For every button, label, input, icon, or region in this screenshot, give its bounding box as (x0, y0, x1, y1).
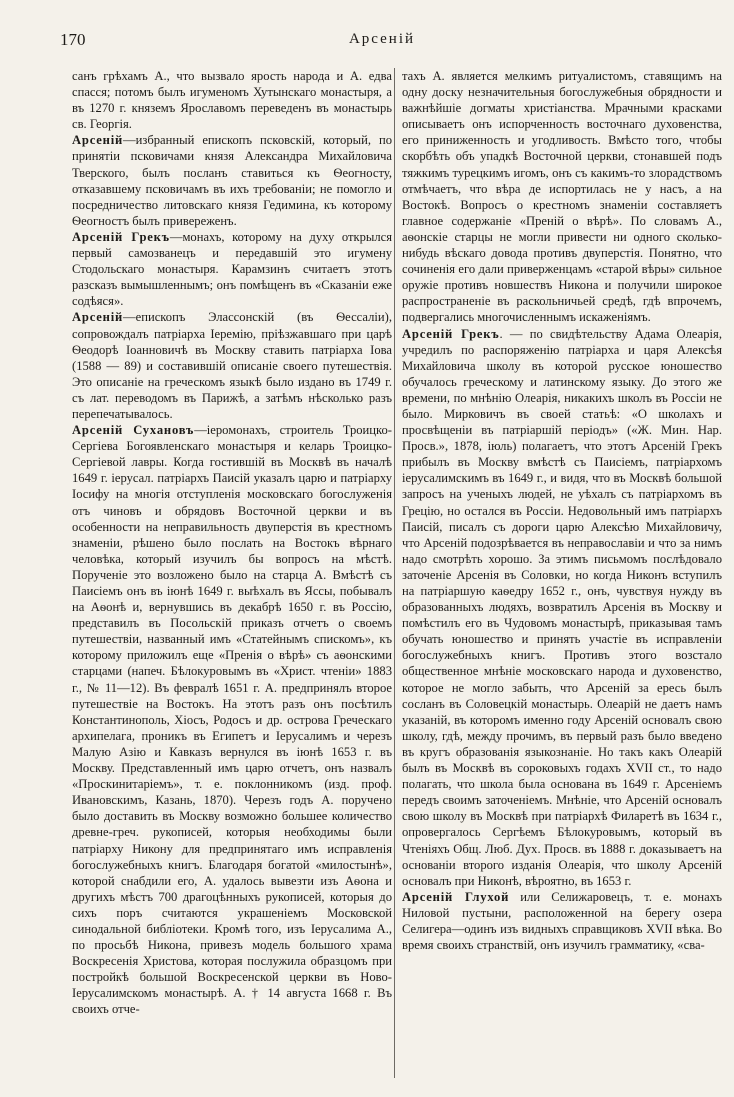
running-head: Арсеній (348, 31, 416, 47)
left-column (72, 68, 392, 1078)
entry-text: . — по свидѣтельству Адама Олеарія, учредилъ по распоряженію патріарха и царя Алексѣя Михайловича школу въ которой русское юношество обучалось греческому и латинскому языку. До этого же времени, по мнѣнію Олеарія, никакихъ школъ въ Россіи не было. Мирковичъ въ своей статьѣ: «О школахъ и просвѣщеніи въ патріаршій періодъ» («Ж. Мин. Нар. Просв.», 1878, іюль) полагаетъ, что этотъ Арсеній Грекъ прибылъ въ Москву вмѣстѣ съ Паисіемъ, патріархомъ іерусалимскимъ въ 1649 г., и видя, что въ Москвѣ большой запросъ на ученыхъ людей, не уѣхалъ съ патріархомъ въ Грецію, но остался въ Россіи. Недовольный имъ патріархъ Паисій, писалъ съ дороги царю Алексѣю Михайловичу, что Арсеній подозрѣвается въ неправославіи и что за нимъ надо смотрѣть хорошо. За этимъ письмомъ послѣдовало заточеніе Арсенія въ Соловки, но когда Никонъ вступилъ на патріаршую каѳедру 1652 г., онъ, чувствуя нужду въ образованныхъ людяхъ, возвратилъ Арсенія въ Москву и помѣстилъ его въ Чудовомъ монастырѣ, приказывая тамъ обучать юношество и принять участіе въ исправленіи богослужебныхъ книгъ. Противъ этого возстало общественное мнѣніе московскаго народа и духовенство, которое не могло забыть, что Арсеній за ересь былъ сосланъ въ Соловецкій монастырь. Олеарій не даетъ намъ указаній, въ которомъ именно году Арсеній основалъ свою школу, гдѣ, между прочимъ, въ первый разъ было введено въ кругъ образованія языкознаніе. Но такъ какъ Олеарій былъ въ Москвѣ въ сороковыхъ годахъ XVII ст., то надо полагать, что школа была основана въ 1649 г. Арсеніемъ передъ своимъ заточеніемъ. Мнѣніе, что Арсеній основалъ свою школу въ Москвѣ при патріархѣ Филаретѣ въ 1634 г., опровергалось Сергѣемъ Бѣлокуровымъ, который въ Чтеніяхъ Общ. Люб. Дух. Просв. въ 1888 г. доказываетъ на основаніи второго изданія Олеарія, что школу Арсеній основалъ при Никонѣ, вѣроятно, въ 1653 г. (402, 326, 722, 888)
entry-text: тахъ А. является мелкимъ ритуалистомъ, ставящимъ на одну доску незначительныя богослужебныя обрядности и важнѣйшіе догматы христіанства. Мрачными красками описываетъ онъ испорченность восточнаго духовенства, его приниженность и угодливость. Вмѣсто того, чтобы скорбѣть объ упадкѣ Восточной церкви, стонавшей подъ тяжкимъ турецкимъ игомъ, онъ съ какимъ-то злорадствомъ отмѣчаетъ, что вѣра де испортилась не у насъ, а на Востокѣ. Вопросъ о крестномъ знаменіи составляетъ главное содержаніе «Преній о вѣрѣ». По словамъ А., аѳонскіе старцы не могли привести ни одного сколько-нибудь вѣскаго довода противъ двуперстія. Понятно, что сочиненія его дали приверженцамъ «старой вѣры» сильное оружіе противъ новшествъ Никона и получили широкое распространеніе въ раскольничьей средѣ, гдѣ впрочемъ, подвергались многочисленнымъ искаженіямъ. (402, 69, 722, 325)
entry-paragraph (72, 422, 392, 1017)
entry-paragraph (72, 132, 392, 229)
entry-paragraph (72, 68, 392, 132)
entry-headword: Арсеній (72, 133, 124, 148)
entry-headword: Арсеній Грекъ (402, 326, 500, 341)
entry-headword: Арсеній Грекъ (72, 229, 170, 244)
entry-text: —епископъ Элассонскій (въ Ѳессаліи), сопровождалъ патріарха Іеремію, пріѣзжавшаго при царѣ Ѳеодорѣ Іоанновичѣ въ Москву ставить патріарха Іова (1588 — 89) и составившій описаніе своего путешествія. Это описаніе на греческомъ языкѣ было издано въ 1749 г. съ лат. переводомъ въ Парижѣ, а затѣмъ нѣсколько разъ перепечатывалось. (72, 310, 392, 421)
entry-text: или Селижаровецъ, т. е. монахъ Ниловой пустыни, расположенной на берегу озера Селигера—одинъ изъ видныхъ справщиковъ XVII вѣка. Во время своихъ странствій, онъ изучилъ грамматику, «сва- (402, 889, 722, 953)
entry-paragraph (402, 889, 722, 953)
page-header (60, 30, 704, 54)
column-divider (394, 68, 395, 1078)
entry-text: —избранный епископъ псковскій, который, по принятіи псковичами князя Александра Михайловича Тверского, былъ посланъ ставиться къ Ѳеогносту, отказавшему псковичамъ въ ихъ требованіи; не помогло и посредничество литовскаго князя Гедимина, къ которому Ѳеогностъ былъ привереженъ. (72, 133, 392, 228)
right-column (402, 68, 722, 1078)
entry-paragraph (72, 309, 392, 422)
entry-headword: Арсеній (72, 310, 124, 325)
entry-text: —монахъ, которому на духу открылся первый самозванецъ и передавшій это игумену Стодольскаго монастыря. Карамзинъ считаетъ этотъ разсказъ вымышленнымъ; онъ помѣщенъ въ «Сказаніи еже содѣяся». (72, 229, 392, 309)
page-number: 170 (60, 30, 86, 49)
entry-paragraph (72, 229, 392, 309)
entry-text: —іеромонахъ, строитель Троицко-Сергіева Богоявленскаго монастыря и келарь Троицко-Сергіевой лавры. Когда гостившій въ Москвѣ въ началѣ 1649 г. іерусал. патріархъ Паисій указалъ царю и патріарху Іосифу на многія отступленія московскаго богослуженія отъ чиновъ и обрядовъ Восточной церкви и въ особенности на неправильность двуперстія въ крестномъ знаменіи, рѣшено было послать на Востокъ вѣрнаго человѣка, который изучилъ бы вопросъ на мѣстѣ. Порученіе это возложено было на старца А. Вмѣстѣ съ Паисіемъ онъ въ іюнѣ 1649 г. выѣхалъ въ Яссы, побывалъ на Аѳонѣ и, вернувшись въ декабрѣ 1650 г. въ Россію, представилъ въ Посольскій приказъ отчетъ о своемъ путешествіи, названный имъ «Статейнымъ спискомъ», къ которому приложилъ еще «Пренія о вѣрѣ» съ аѳонскими старцами (напеч. Бѣлокуровымъ въ «Христ. чтеніи» 1883 г., № 11—12). Въ февралѣ 1651 г. А. предпринялъ второе путешествіе на Востокъ. На этотъ разъ онъ посѣтилъ Константинополь, Хіосъ, Родосъ и др. острова Греческаго архипелага, проникъ въ Египетъ и Іерусалимъ и черезъ Малую Азію и Кавказъ вернулся въ іюнѣ 1653 г. въ Москву. Представленный имъ царю отчетъ, онъ назвалъ «Проскинитаріемъ», т. е. поклонникомъ (изд. проф. Ивановскимъ, Казань, 1870). Черезъ годъ А. поручено было доставить въ Москву возможно большее количество древне-греч. рукописей, которыя необходимы были патріарху Никону для предпринятаго имъ исправленія богослужебныхъ книгъ. Благодаря богатой «милостынѣ», которой снабдили его, А. удалось вывезти изъ Аѳона и другихъ мѣстъ 700 драгоцѣнныхъ рукописей, которыя до сихъ поръ считаются украшеніемъ Московской синодальной библіотеки. Кромѣ того, изъ Іерусалима А., по просьбѣ Никона, привезъ модель большого храма Воскресенія Христова, которая послужила образцомъ при постройкѣ большой Воскресенской церкви въ Ново-Іерусалимскомъ монастырѣ. А. † 14 августа 1668 г. Въ своихъ отче- (72, 423, 392, 1017)
entry-paragraph (402, 68, 722, 326)
entry-headword: Арсеній Глухой (402, 889, 510, 904)
entry-headword: Арсеній Сухановъ (72, 423, 195, 438)
entry-text: санъ грѣхамъ А., что вызвало ярость народа и А. едва спасся; потомъ былъ игуменомъ Хутынскаго монастыря, а въ 1270 г. княземъ Ярославомъ переведенъ въ монастырь св. Георгія. (72, 69, 392, 132)
entry-paragraph (402, 326, 722, 889)
